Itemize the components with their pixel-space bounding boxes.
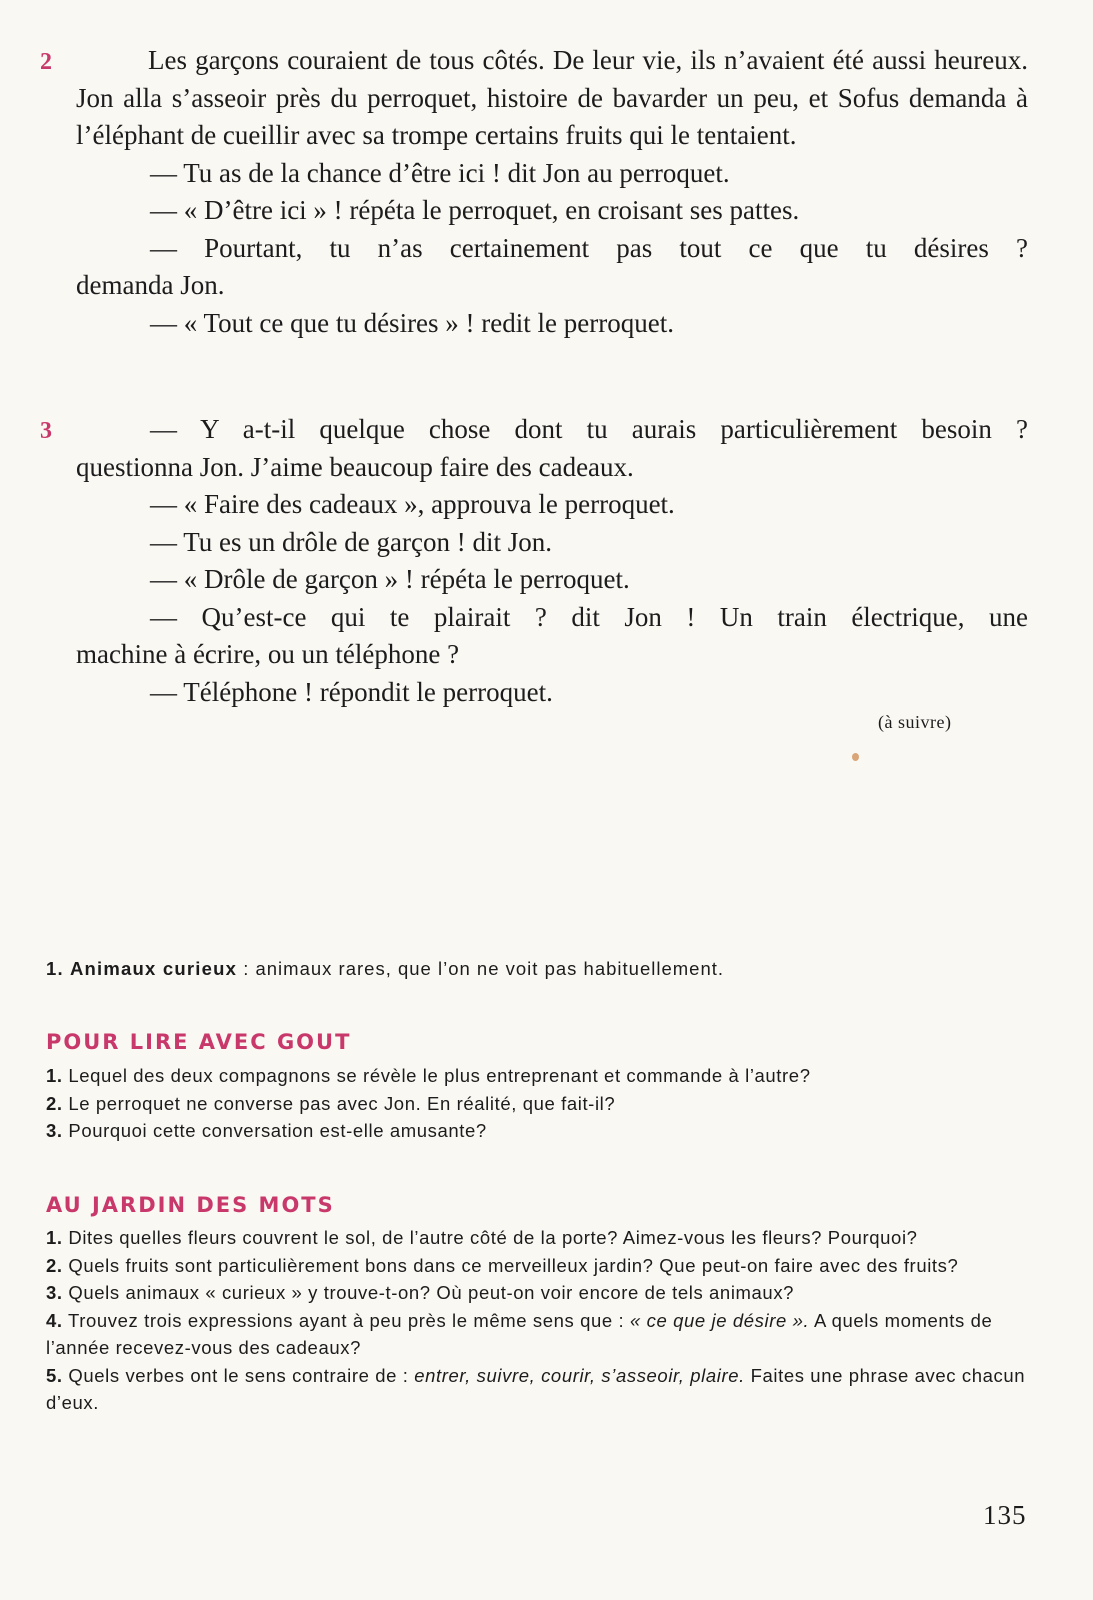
footnote-definition: : animaux rares, que l’on ne voit pas habituellement. <box>243 958 725 979</box>
question-item <box>46 1090 1031 1118</box>
question-number: 2. <box>46 1092 63 1114</box>
dialogue-line: — « Faire des cadeaux », approuva le perroquet. <box>150 489 675 519</box>
story-section-2 <box>40 42 1028 342</box>
dialogue-line: — « Tout ce que tu désires » ! redit le perroquet. <box>150 307 674 338</box>
question-number: 2. <box>46 1254 63 1276</box>
question-text: A quels moments de l’année recevez-vous des cadeaux? <box>46 1309 993 1358</box>
footnote <box>46 958 946 980</box>
dialogue-line-continued: machine à écrire, ou un téléphone ? <box>76 639 460 669</box>
dialogue-line: — Qu’est-ce qui te plairait ? dit Jon ! Un train électrique, une <box>150 601 1028 632</box>
section-title-pour-lire: POUR LIRE AVEC GOUT <box>46 1030 352 1054</box>
section-title-jardin: AU JARDIN DES MOTS <box>46 1193 335 1217</box>
question-item <box>46 1279 1031 1307</box>
question-number: 3. <box>46 1282 63 1303</box>
dialogue-line: — Pourtant, tu n’as certainement pas tout ce que tu désires ? <box>150 232 1028 263</box>
pour-lire-questions <box>46 1062 1031 1145</box>
jardin-questions <box>46 1224 1031 1417</box>
section-number: 2 <box>40 49 52 75</box>
question-item <box>46 1224 1031 1252</box>
question-item <box>46 1362 1031 1417</box>
footnote-number: 1. <box>46 958 64 979</box>
footnote-term: Animaux curieux <box>69 958 238 979</box>
question-text: Trouvez trois expressions ayant à peu près le même sens que : <box>68 1309 625 1331</box>
question-text: Faites une phrase avec chacun d’eux. <box>46 1364 1026 1413</box>
dialogue-line: — « Drôle de garçon » ! répéta le perroquet. <box>150 564 630 594</box>
question-text: Le perroquet ne converse pas avec Jon. En réalité, que fait-il? <box>68 1092 616 1114</box>
question-text: Lequel des deux compagnons se révèle le plus entreprenant et commande à l’autre? <box>68 1065 811 1086</box>
dialogue-line: — Y a-t-il quelque chose dont tu aurais particulièrement besoin ? <box>150 414 1028 444</box>
dialogue-line: — Tu es un drôle de garçon ! dit Jon. <box>150 526 552 557</box>
question-number: 5. <box>46 1364 63 1386</box>
dialogue-line: — Téléphone ! répondit le perroquet. <box>150 676 553 707</box>
question-item <box>46 1307 1031 1362</box>
dialogue-line-continued: questionna Jon. J’aime beaucoup faire des cadeaux. <box>76 451 634 482</box>
question-item <box>46 1117 1031 1145</box>
question-text: Quels verbes ont le sens contraire de : <box>68 1364 409 1386</box>
question-number: 1. <box>46 1227 63 1248</box>
question-text: Quels animaux « curieux » y trouve-t-on? Où peut-on voir encore de tels animaux? <box>68 1282 795 1303</box>
dialogue-line-continued: demanda Jon. <box>76 270 225 300</box>
section-number: 3 <box>40 418 52 444</box>
story-paragraph: Les garçons couraient de tous côtés. De leur vie, ils n’avaient été aussi heureux. Jon alla s’asseoir près du perroquet, histoire de bavarder un peu, et Sofus demanda à l’éléphant de cueillir avec sa trompe certains fruits qui le tentaient. <box>76 45 1028 150</box>
question-item <box>46 1062 1031 1090</box>
question-text: Quels fruits sont particulièrement bons dans ce merveilleux jardin? Que peut-on faire avec des fruits? <box>68 1254 959 1276</box>
question-item <box>46 1252 1031 1280</box>
paper-speck <box>852 753 859 761</box>
dialogue-line: — Tu as de la chance d’être ici ! dit Jon au perroquet. <box>150 157 730 188</box>
dialogue-line: — « D’être ici » ! répéta le perroquet, en croisant ses pattes. <box>150 195 800 225</box>
question-text: Dites quelles fleurs couvrent le sol, de l’autre côté de la porte? Aimez-vous les fleurs? Pourquoi? <box>68 1227 918 1248</box>
question-number: 1. <box>46 1065 63 1086</box>
question-text: Pourquoi cette conversation est-elle amusante? <box>68 1120 487 1141</box>
question-italic: entrer, suivre, courir, s’asseoir, plaire. <box>414 1364 745 1386</box>
page-number: 135 <box>983 1500 1027 1530</box>
question-number: 4. <box>46 1309 63 1331</box>
story-section-3 <box>40 411 1028 711</box>
question-italic: « ce que je désire ». <box>630 1309 810 1331</box>
question-number: 3. <box>46 1120 63 1141</box>
to-be-continued: (à suivre) <box>878 712 952 732</box>
